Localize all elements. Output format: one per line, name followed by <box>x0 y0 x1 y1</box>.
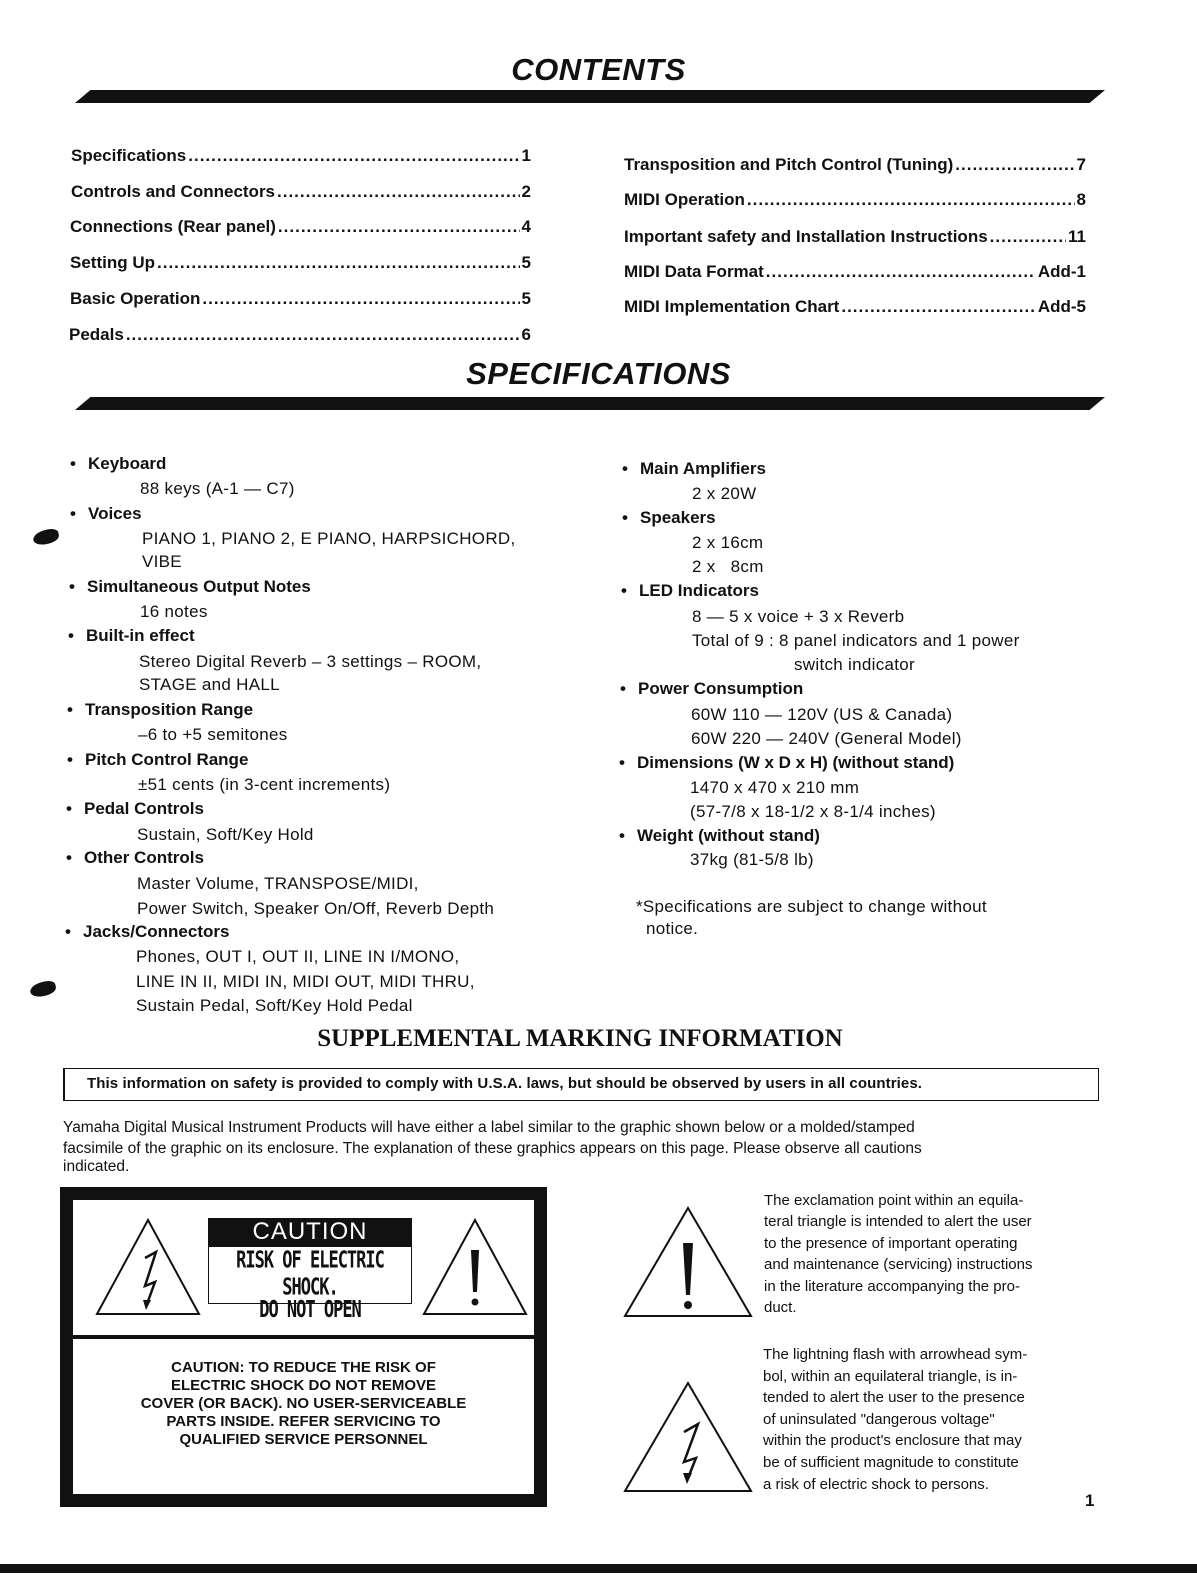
spec-label: • Other Controls <box>84 848 204 868</box>
toc-title: MIDI Operation <box>624 190 745 209</box>
contents-rule <box>75 90 1105 103</box>
toc-entry[interactable] <box>71 182 531 202</box>
toc-entry[interactable] <box>624 155 1086 175</box>
toc-page: Add-1 <box>1037 262 1086 281</box>
spec-value: Power Switch, Speaker On/Off, Reverb Depth <box>137 899 495 918</box>
spec-label: • Main Amplifiers <box>640 459 766 479</box>
spec-value: 16 notes <box>140 602 208 621</box>
spec-value: 60W 220 — 240V (General Model) <box>691 729 962 748</box>
spec-label: • Jacks/Connectors <box>83 922 229 942</box>
spec-value: 2 x 20W <box>692 484 757 503</box>
lightning-triangle-icon <box>93 1214 203 1319</box>
spec-value: 37kg (81-5/8 lb) <box>690 850 814 869</box>
toc-entry[interactable] <box>624 190 1086 210</box>
toc-page: 4 <box>521 217 531 236</box>
specifications-heading: SPECIFICATIONS <box>466 356 731 391</box>
spec-value: Sustain, Soft/Key Hold <box>137 825 314 844</box>
supplemental-heading: SUPPLEMENTAL MARKING INFORMATION <box>317 1025 843 1052</box>
spec-value: 88 keys (A-1 — C7) <box>140 479 295 498</box>
explanation-line: duct. <box>764 1299 797 1317</box>
safety-notice-box <box>63 1068 1099 1101</box>
exclamation-triangle-icon <box>622 1205 754 1319</box>
toc-page: 11 <box>1068 227 1086 246</box>
caution-text-line: QUALIFIED SERVICE PERSONNEL <box>179 1431 428 1448</box>
toc-title: Pedals <box>69 325 124 344</box>
toc-entry[interactable] <box>71 146 531 166</box>
contents-heading: CONTENTS <box>511 52 686 87</box>
spec-value: 60W 110 — 120V (US & Canada) <box>691 705 953 724</box>
toc-page: 5 <box>521 253 531 272</box>
toc-entry[interactable] <box>70 253 531 273</box>
spec-value: VIBE <box>142 552 182 571</box>
exclamation-explanation <box>764 1190 1094 1318</box>
caution-label-bottom <box>73 1339 534 1494</box>
spec-value: –6 to +5 semitones <box>138 725 288 744</box>
toc-page: 8 <box>1076 190 1086 209</box>
spec-value: 1470 x 470 x 210 mm <box>690 778 860 797</box>
spec-value: 8 — 5 x voice + 3 x Reverb <box>692 607 905 626</box>
caution-banner: CAUTION <box>208 1218 412 1246</box>
toc-page: 1 <box>521 146 531 165</box>
toc-leader <box>955 155 1074 175</box>
toc-leader <box>188 146 519 166</box>
lightning-triangle-icon <box>622 1380 754 1494</box>
spec-label: • Built-in effect <box>86 626 195 646</box>
toc-leader <box>766 262 1036 282</box>
explanation-line: in the literature accompanying the pro- <box>764 1277 1020 1295</box>
spec-value: Master Volume, TRANSPOSE/MIDI, <box>137 874 419 893</box>
toc-title: Controls and Connectors <box>71 182 276 201</box>
toc-title: Transposition and Pitch Control (Tuning) <box>624 155 954 174</box>
bottom-edge-rule <box>0 1564 1197 1573</box>
margin-ink-mark <box>32 527 60 546</box>
spec-value: Sustain Pedal, Soft/Key Hold Pedal <box>136 996 413 1015</box>
explanation-line: of uninsulated "dangerous voltage" <box>763 1410 995 1428</box>
spec-label: • Weight (without stand) <box>637 826 820 846</box>
spec-value: 2 x 8cm <box>692 557 764 576</box>
spec-label: • Voices <box>88 504 142 524</box>
caution-text-line: PARTS INSIDE. REFER SERVICING TO <box>166 1413 441 1430</box>
explanation-line: The exclamation point within an equila- <box>764 1192 1024 1209</box>
specifications-rule <box>75 397 1105 410</box>
spec-label: • Pedal Controls <box>84 799 204 819</box>
intro-text: Yamaha Digital Musical Instrument Products will have either a label similar to the graphic shown below or a molded/stamped <box>63 1119 915 1136</box>
intro-text: facsimile of the graphic on its enclosure. The explanation of these graphics appears on this page. Please observe all cautions <box>63 1140 922 1157</box>
exclamation-triangle-icon <box>420 1214 530 1319</box>
explanation-line: within the product's enclosure that may <box>763 1432 1022 1450</box>
explanation-line: teral triangle is intended to alert the user <box>764 1213 1032 1231</box>
toc-title: Setting Up <box>70 253 155 272</box>
toc-leader <box>126 325 520 345</box>
lightning-explanation <box>763 1344 1095 1495</box>
caution-text-line: COVER (OR BACK). NO USER-SERVICEABLE <box>140 1395 467 1412</box>
spec-value: ±51 cents (in 3-cent increments) <box>138 775 391 794</box>
toc-entry[interactable] <box>70 217 531 237</box>
toc-title: Important safety and Installation Instructions <box>624 227 988 246</box>
explanation-line: The lightning flash with arrowhead sym- <box>763 1346 1028 1363</box>
spec-value: Total of 9 : 8 panel indicators and 1 power <box>692 631 1020 650</box>
page-number: 1 <box>1085 1491 1095 1510</box>
toc-entry[interactable] <box>70 289 531 309</box>
spec-label: • Keyboard <box>88 454 166 474</box>
risk-line: DO NOT OPEN <box>259 1296 361 1324</box>
spec-label: • Transposition Range <box>85 700 253 720</box>
toc-entry[interactable] <box>624 262 1086 282</box>
spec-value: STAGE and HALL <box>139 675 280 694</box>
spec-label: • Speakers <box>640 508 716 528</box>
toc-leader <box>277 182 520 202</box>
explanation-line: bol, within an equilateral triangle, is in- <box>763 1367 1018 1385</box>
risk-box <box>208 1246 412 1324</box>
margin-ink-mark <box>29 979 57 998</box>
toc-title: Connections (Rear panel) <box>70 217 276 236</box>
spec-label: • Dimensions (W x D x H) (without stand) <box>637 753 954 773</box>
toc-title: Basic Operation <box>70 289 201 308</box>
explanation-line: and maintenance (servicing) instructions <box>764 1256 1033 1274</box>
toc-title: MIDI Data Format <box>624 262 764 281</box>
toc-leader <box>278 217 520 237</box>
toc-entry[interactable] <box>624 227 1086 247</box>
toc-entry[interactable] <box>624 297 1086 317</box>
spec-label: • Power Consumption <box>638 679 803 699</box>
safety-notice-text: This information on safety is provided to comply with U.S.A. laws, but should be observed by users in all countries. <box>87 1075 923 1092</box>
toc-page: 7 <box>1076 155 1086 174</box>
toc-leader <box>202 289 519 309</box>
toc-leader <box>157 253 520 273</box>
spec-label: • Pitch Control Range <box>85 750 248 770</box>
toc-page: 5 <box>521 289 531 308</box>
toc-leader <box>841 297 1035 317</box>
explanation-line: a risk of electric shock to persons. <box>763 1475 989 1493</box>
caution-text-line: ELECTRIC SHOCK DO NOT REMOVE <box>170 1377 436 1394</box>
toc-page: Add-5 <box>1037 297 1086 316</box>
spec-label: • LED Indicators <box>639 581 759 601</box>
spec-note: notice. <box>646 919 699 938</box>
toc-entry[interactable] <box>69 325 531 345</box>
caution-label <box>60 1187 547 1507</box>
explanation-line: to the presence of important operating <box>764 1234 1018 1252</box>
spec-label: • Simultaneous Output Notes <box>87 577 311 597</box>
spec-value: PIANO 1, PIANO 2, E PIANO, HARPSICHORD, <box>142 529 516 548</box>
toc-page: 2 <box>521 182 531 201</box>
spec-value: Phones, OUT I, OUT II, LINE IN I/MONO, <box>136 947 460 966</box>
spec-value: switch indicator <box>794 655 916 674</box>
intro-text: indicated. <box>63 1158 130 1175</box>
toc-title: Specifications <box>71 146 187 165</box>
spec-value: Stereo Digital Reverb – 3 settings – ROOM, <box>139 652 482 671</box>
explanation-line: tended to alert the user to the presence <box>763 1389 1025 1407</box>
caution-text-line: CAUTION: TO REDUCE THE RISK OF <box>171 1359 436 1376</box>
spec-value: LINE IN II, MIDI IN, MIDI OUT, MIDI THRU, <box>136 972 475 991</box>
toc-leader <box>990 227 1066 247</box>
explanation-line: be of sufficient magnitude to constitute <box>763 1453 1019 1471</box>
spec-value: (57-7/8 x 18-1/2 x 8-1/4 inches) <box>690 802 936 821</box>
spec-value: 2 x 16cm <box>692 533 764 552</box>
spec-note: *Specifications are subject to change without <box>636 897 987 916</box>
caution-label-top <box>73 1200 534 1335</box>
toc-leader <box>747 190 1075 210</box>
risk-line: RISK OF ELECTRIC SHOCK. <box>236 1247 384 1301</box>
toc-page: 6 <box>521 325 531 344</box>
toc-title: MIDI Implementation Chart <box>624 297 840 316</box>
